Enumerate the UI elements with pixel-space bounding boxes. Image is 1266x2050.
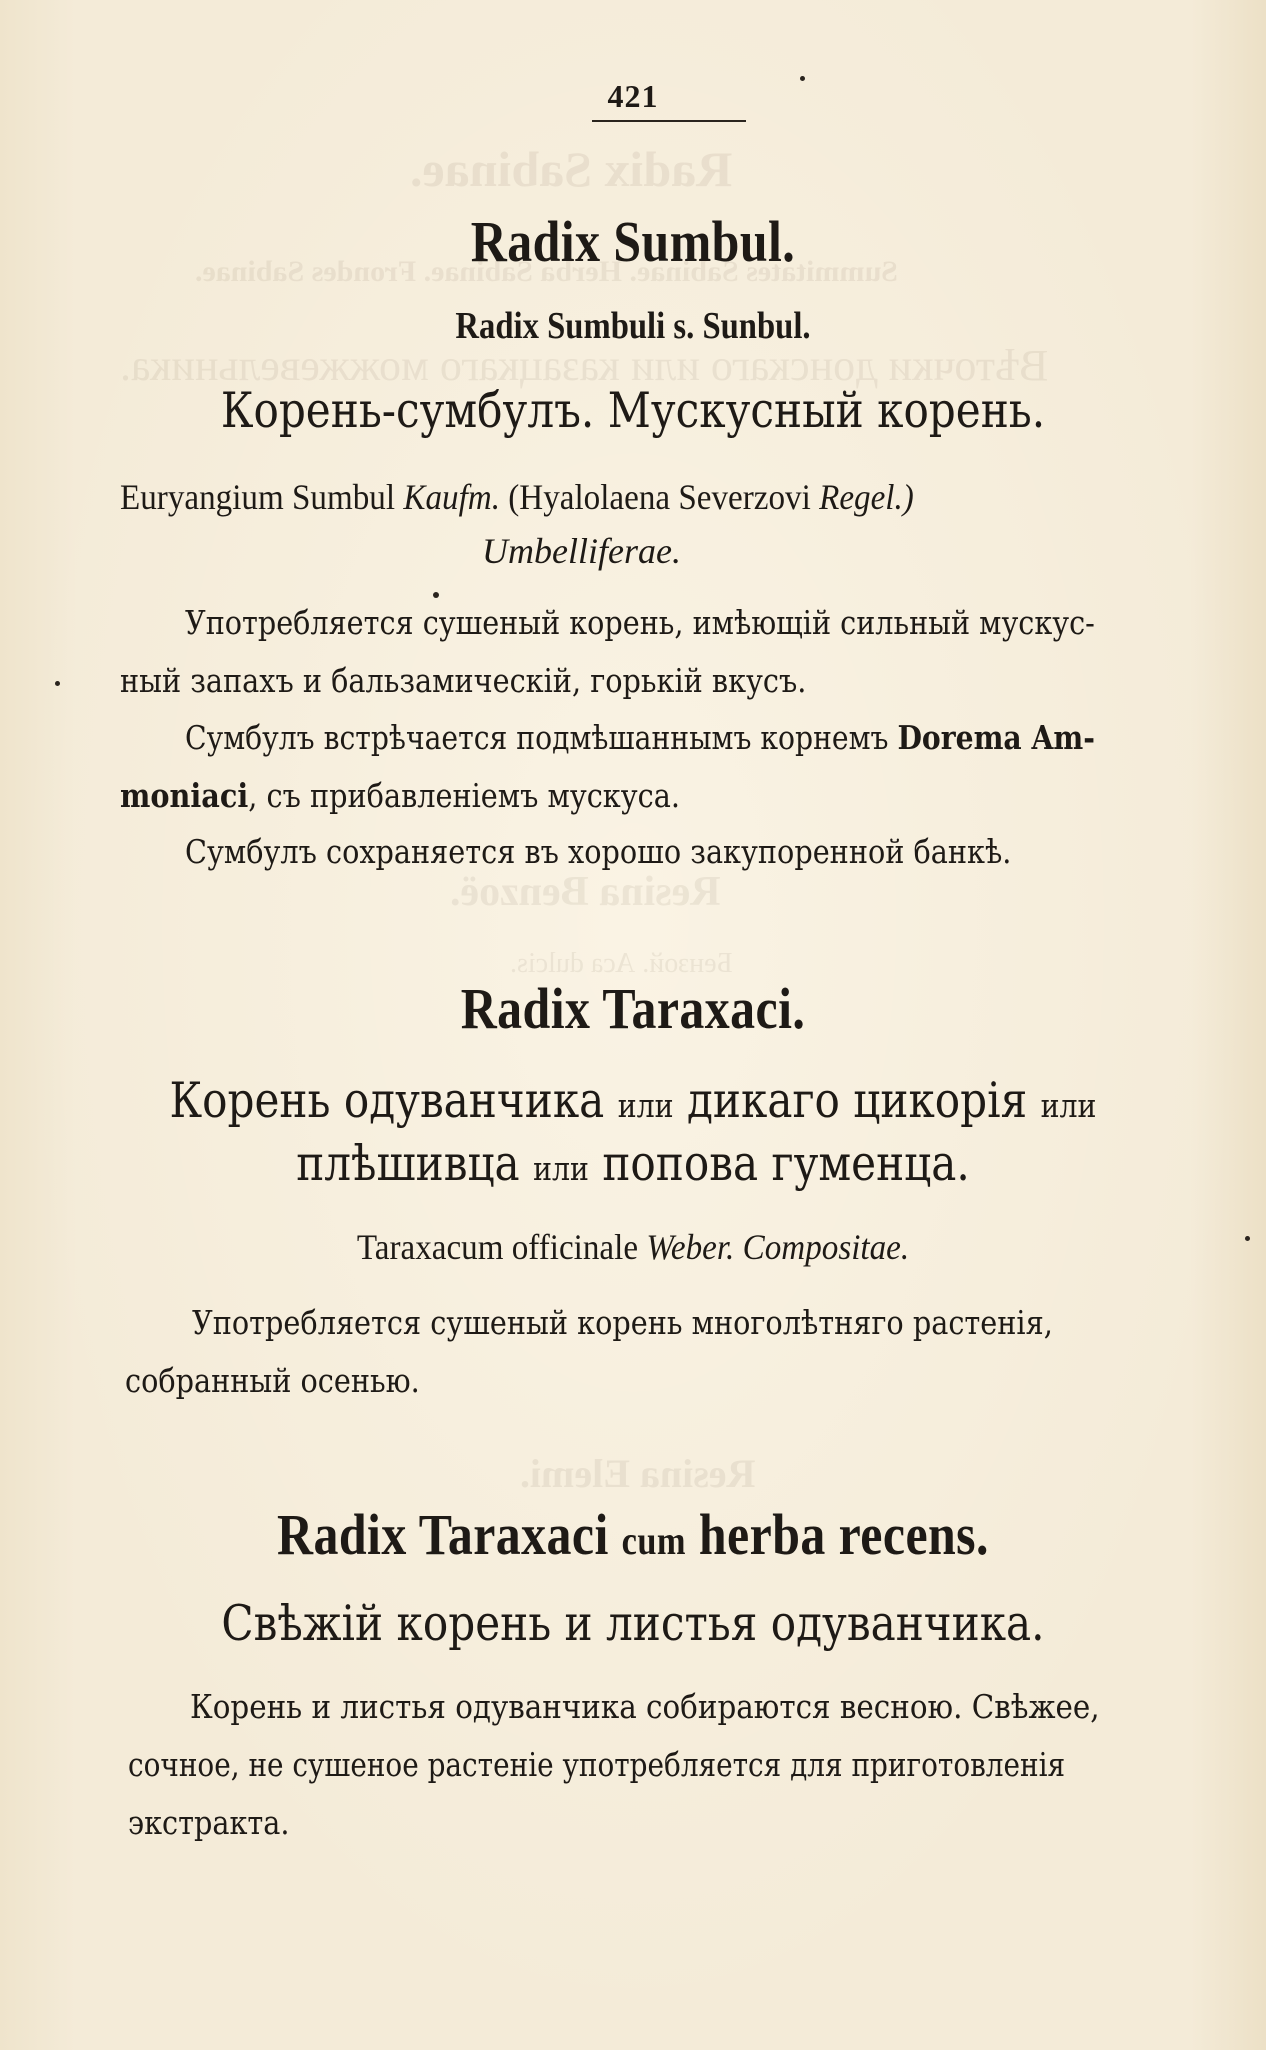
russian-title-line <box>89 1072 1178 1129</box>
russian-title-text: дикаго цикорія <box>673 1072 1041 1129</box>
russian-title: Корень-сумбулъ. Мускусный корень. <box>220 382 1046 439</box>
species-name: Euryangium Sumbul <box>120 477 404 517</box>
paragraph-text: , съ прибавленіемъ мускуса. <box>248 776 680 815</box>
conjunction: или <box>1040 1086 1097 1125</box>
paragraph-line: Употребляется сушеный корень многолѣтняго растенія, <box>192 1303 1053 1342</box>
bleedthrough-line: Summitates Sabinae. Herba Sabinae. Frondes Sabinae. <box>195 255 898 288</box>
species-author: Regel.) <box>819 477 914 517</box>
paragraph-line: Употребляется сушеный корень, имѣющій сильный мускус- <box>185 603 1095 642</box>
bleedthrough-line: Бензой. Асa dulcis. <box>510 948 733 979</box>
plant-family: Umbelliferae. <box>482 531 681 571</box>
section-title-text: Radix Taraxaci <box>277 1502 622 1567</box>
page-number: 421 <box>607 78 659 114</box>
species-synonym: (Hyalolaena Severzovi <box>499 477 820 517</box>
species-author: Kaufm. <box>403 477 500 517</box>
bleedthrough-line: Вѣточки донскаго или казацкаго можжевельника. <box>120 341 1049 390</box>
section-subtitle: Radix Sumbuli s. Sunbul. <box>455 305 811 347</box>
ink-speck <box>800 76 805 81</box>
section-title <box>89 1501 1178 1568</box>
conjunction: или <box>533 1149 589 1188</box>
paragraph-line: Корень и листья одуванчика собираются весною. Свѣжее, <box>190 1687 1100 1726</box>
section-title: Radix Taraxaci. <box>460 976 806 1041</box>
paragraph-text: Сумбулъ встрѣчается подмѣшаннымъ корнемъ <box>185 718 898 757</box>
species-name: Taraxacum officinale <box>356 1227 647 1267</box>
bleedthrough-line: Radix Sabinae. <box>410 141 733 197</box>
plant-family: Compositae. <box>742 1227 910 1267</box>
ink-speck <box>1245 1236 1250 1241</box>
paragraph-line: собранный осенью. <box>125 1361 420 1400</box>
paragraph-line: ный запахъ и бальзамическій, горькій вкусъ. <box>120 661 807 700</box>
russian-title-text: попова гуменца. <box>588 1135 970 1192</box>
species-line <box>120 476 914 518</box>
header-rule <box>592 120 746 122</box>
drug-name: Dorema Am- <box>897 718 1096 757</box>
paragraph-line: экстракта. <box>128 1803 290 1842</box>
russian-title-text: Корень одуванчика <box>169 1072 618 1129</box>
bleedthrough-line: Resina Benzoë. <box>450 869 721 915</box>
drug-name: moniaci <box>120 776 249 815</box>
bleedthrough-line: Resina Elemi. <box>520 1451 756 1496</box>
section-title-conjunction: cum <box>621 1518 686 1563</box>
russian-title: Свѣжій корень и листья одуванчика. <box>221 1595 1045 1652</box>
species-line <box>51 1226 1216 1268</box>
section-title-text: herba recens. <box>685 1502 989 1567</box>
ink-speck <box>433 592 439 598</box>
species-author: Weber. <box>646 1227 735 1267</box>
russian-title-text: плѣшивца <box>296 1135 534 1192</box>
paragraph-line <box>185 718 1095 757</box>
paragraph-line: сочное, не сушеное растеніе употребляется для приготовленія <box>128 1745 1066 1784</box>
paragraph-line <box>120 776 680 815</box>
russian-title-line <box>89 1135 1178 1192</box>
conjunction: или <box>617 1086 674 1125</box>
ink-speck <box>55 681 60 686</box>
section-title: Radix Sumbul. <box>470 209 796 274</box>
paragraph-line: Сумбулъ сохраняется въ хорошо закупоренной банкѣ. <box>185 832 1012 871</box>
